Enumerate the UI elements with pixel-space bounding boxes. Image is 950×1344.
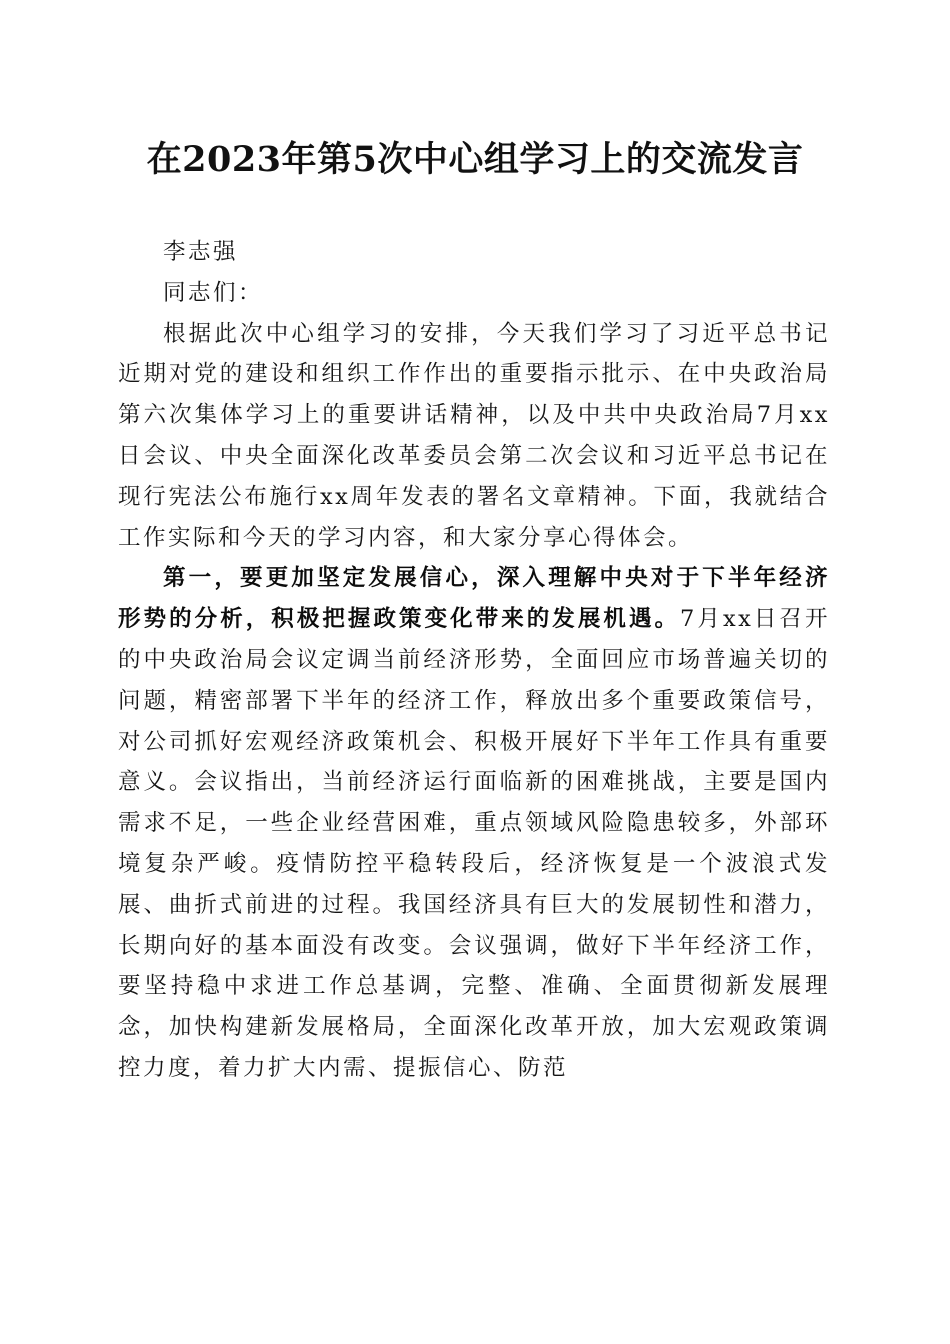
salutation: 同志们： bbox=[163, 279, 264, 306]
paragraph-section-1 bbox=[118, 558, 830, 1088]
section-1-heading: 第一，要更加坚定发展信心，深入理解中央对于下半年经济形势的分析，积极把握政策变化带来的发展机遇。 bbox=[118, 565, 830, 633]
author-name: 李志强 bbox=[163, 239, 239, 265]
document-title: 在2023年第5次中心组学习上的交流发言 bbox=[146, 139, 804, 180]
paragraph-intro: 根据此次中心组学习的安排，今天我们学习了习近平总书记近期对党的建设和组织工作作出的重要指示批示、在中央政治局第六次集体学习上的重要讲话精神，以及中共中央政治局7月xx日会议、中央全面深化改革委员会第二次会议和习近平总书记在现行宪法公布施行xx周年发表的署名文章精神。下面，我就结合工作实际和今天的学习内容，和大家分享心得体会。 bbox=[118, 320, 830, 551]
section-1-body: 7月xx日召开的中央政治局会议定调当前经济形势，全面回应市场普遍关切的问题，精密部署下半年的经济工作，释放出多个重要政策信号，对公司抓好宏观经济政策机会、积极开展好下半年工作具有重要意义。会议指出，当前经济运行面临新的困难挑战，主要是国内需求不足，一些企业经营困难，重点领域风险隐患较多，外部环境复杂严峻。疫情防控平稳转段后，经济恢复是一个波浪式发展、曲折式前进的过程。我国经济具有巨大的发展韧性和潜力，长期向好的基本面没有改变。会议强调，做好下半年经济工作，要坚持稳中求进工作总基调，完整、准确、全面贯彻新发展理念，加快构建新发展格局，全面深化改革开放，加大宏观政策调控力度，着力扩大内需、提振信心、防范 bbox=[118, 606, 830, 1081]
document-body bbox=[118, 232, 830, 1089]
